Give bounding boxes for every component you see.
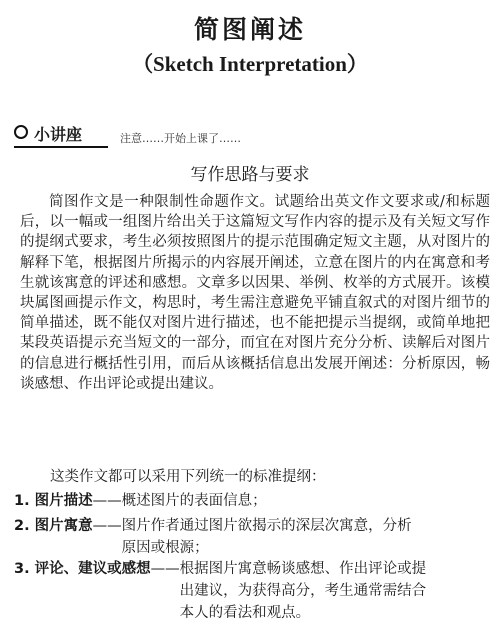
page-title: 简图阐述: [193, 15, 306, 44]
badge-note: 注意……开始上课了……: [120, 132, 241, 145]
page-subtitle: （Sketch Interpretation）: [132, 52, 368, 76]
badge-underline: [14, 146, 108, 148]
outline-item-label: 1. 图片描述: [14, 493, 93, 509]
badge-label: 小讲座: [34, 125, 83, 144]
outline-item: [14, 515, 412, 559]
outline-item-text: 概述图片的表面信息；: [121, 493, 267, 509]
outline-item-dash: ——: [150, 561, 180, 577]
outline-item: [14, 558, 436, 624]
section-heading: 写作思路与要求: [190, 165, 310, 185]
outline-item-text: 根据图片寓意畅谈感想、作出评论或提出建议，为获得高分，考生通常需结合本人的看法和观点。: [179, 561, 427, 621]
outline-item-text: 图片作者通过图片欲揭示的深层次寓意，分析原因或根源；: [121, 518, 412, 556]
outline-item-label: 3. 评论、建议或感想: [14, 561, 151, 577]
circle-icon: [14, 125, 28, 139]
outline-intro: 这类作文都可以采用下列统一的标准提纲：: [50, 469, 326, 485]
outline-item: [14, 490, 267, 512]
body-paragraph: 简图作文是一种限制性命题作文。试题给出英文作文要求或/和标题后，以一幅或一组图片给出关于这篇短文写作内容的提示及有关短文写作的提纲式要求，考生必须按照图片的提示范围确定短文主题，从对图片的解释下笔，根据图片所揭示的内容展开阐述，立意在图片的内在寓意和考生就该寓意的评述和感想。文章多以因果、举例、枚举的方式展开。该模块属图画提示作文，构思时，考生需注意避免平铺直叙式的对图片细节的简单描述，既不能仅对图片进行描述，也不能把提示当提纲，或简单地把某段英语提示充当短文的一部分，而宜在对图片充分分析、读解后对图片的信息进行概括性引用，而后从该概括信息出发展开阐述：分析原因，畅谈感想、作出评论或提出建议。: [20, 194, 490, 392]
lecture-badge: [14, 122, 314, 148]
outline-item-dash: ——: [92, 518, 122, 534]
outline-item-label: 2. 图片寓意: [14, 518, 93, 534]
outline-item-dash: ——: [92, 493, 122, 509]
